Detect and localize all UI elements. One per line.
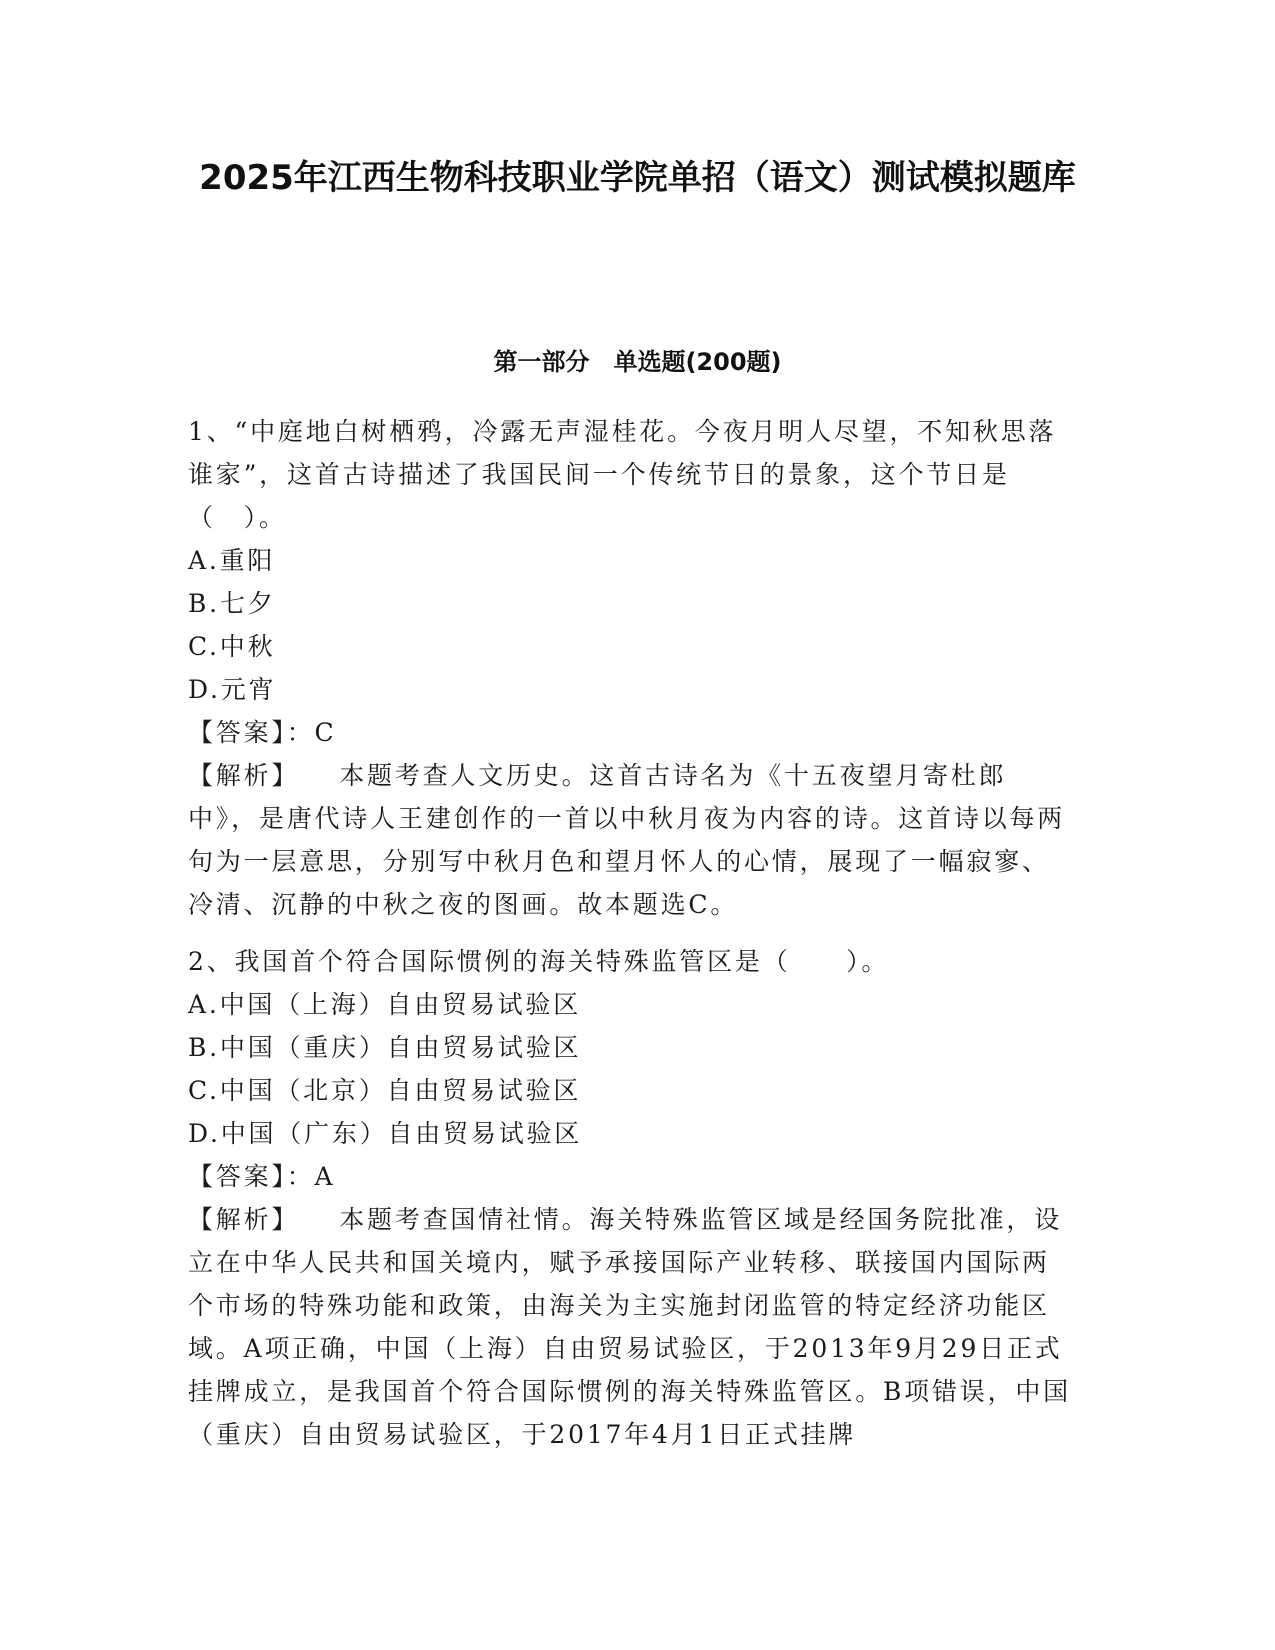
option-c: C.中秋 bbox=[188, 632, 276, 661]
section-heading: 第一部分 单选题(200题) bbox=[493, 348, 782, 376]
analysis-paragraph bbox=[188, 1198, 1076, 1456]
answer-value: A bbox=[314, 1162, 336, 1191]
option-a: A.重阳 bbox=[188, 546, 276, 575]
answer-value: C bbox=[314, 718, 337, 747]
document-title: 2025年江西生物科技职业学院单招（语文）测试模拟题库 bbox=[199, 158, 1076, 198]
option-c: C.中国（北京）自由贸易试验区 bbox=[188, 1076, 582, 1105]
question-2 bbox=[188, 940, 1076, 1456]
answer-line bbox=[188, 1155, 1076, 1198]
answer-tag: 【答案】 bbox=[188, 718, 287, 747]
option-d: D.元宵 bbox=[188, 675, 277, 704]
question-stem: 2、我国首个符合国际惯例的海关特殊监管区是（ ）。 bbox=[188, 947, 890, 976]
analysis-text: 本题考查人文历史。这首古诗名为《十五夜望月寄杜郎中》，是唐代诗人王建创作的一首以中秋月夜为内容的诗。这首诗以每两句为一层意思，分别写中秋月色和望月怀人的心情，展现了一幅寂寥、冷清、沉静的中秋之夜的图画。故本题选C。 bbox=[188, 761, 1066, 919]
option-b: B.七夕 bbox=[188, 589, 276, 618]
question-1 bbox=[188, 410, 1076, 926]
option-a: A.中国（上海）自由贸易试验区 bbox=[188, 990, 582, 1019]
analysis-tag: 【解析】 bbox=[188, 1205, 300, 1234]
answer-separator: ： bbox=[286, 718, 315, 747]
analysis-text: 本题考查国情社情。海关特殊监管区域是经国务院批准，设立在中华人民共和国关境内，赋予承接国际产业转移、联接国内国际两个市场的特殊功能和政策，由海关为主实施封闭监管的特定经济功能区域。A项正确，中国（上海）自由贸易试验区，于2013年9月29日正式挂牌成立，是我国首个符合国际惯例的海关特殊监管区。B项错误，中国（重庆）自由贸易试验区，于2017年4月1日正式挂牌 bbox=[188, 1205, 1071, 1449]
option-d: D.中国（广东）自由贸易试验区 bbox=[188, 1119, 583, 1148]
option-b: B.中国（重庆）自由贸易试验区 bbox=[188, 1033, 582, 1062]
analysis-paragraph bbox=[188, 754, 1076, 926]
answer-tag: 【答案】 bbox=[188, 1162, 287, 1191]
answer-line bbox=[188, 711, 1076, 754]
question-stem: 1、“中庭地白树栖鸦，冷露无声湿桂花。今夜月明人尽望，不知秋思落谁家”，这首古诗描述了我国民间一个传统节日的景象，这个节日是（ ）。 bbox=[188, 417, 1057, 532]
question-list bbox=[188, 410, 1076, 1456]
analysis-tag: 【解析】 bbox=[188, 761, 300, 790]
answer-separator: ： bbox=[286, 1162, 315, 1191]
